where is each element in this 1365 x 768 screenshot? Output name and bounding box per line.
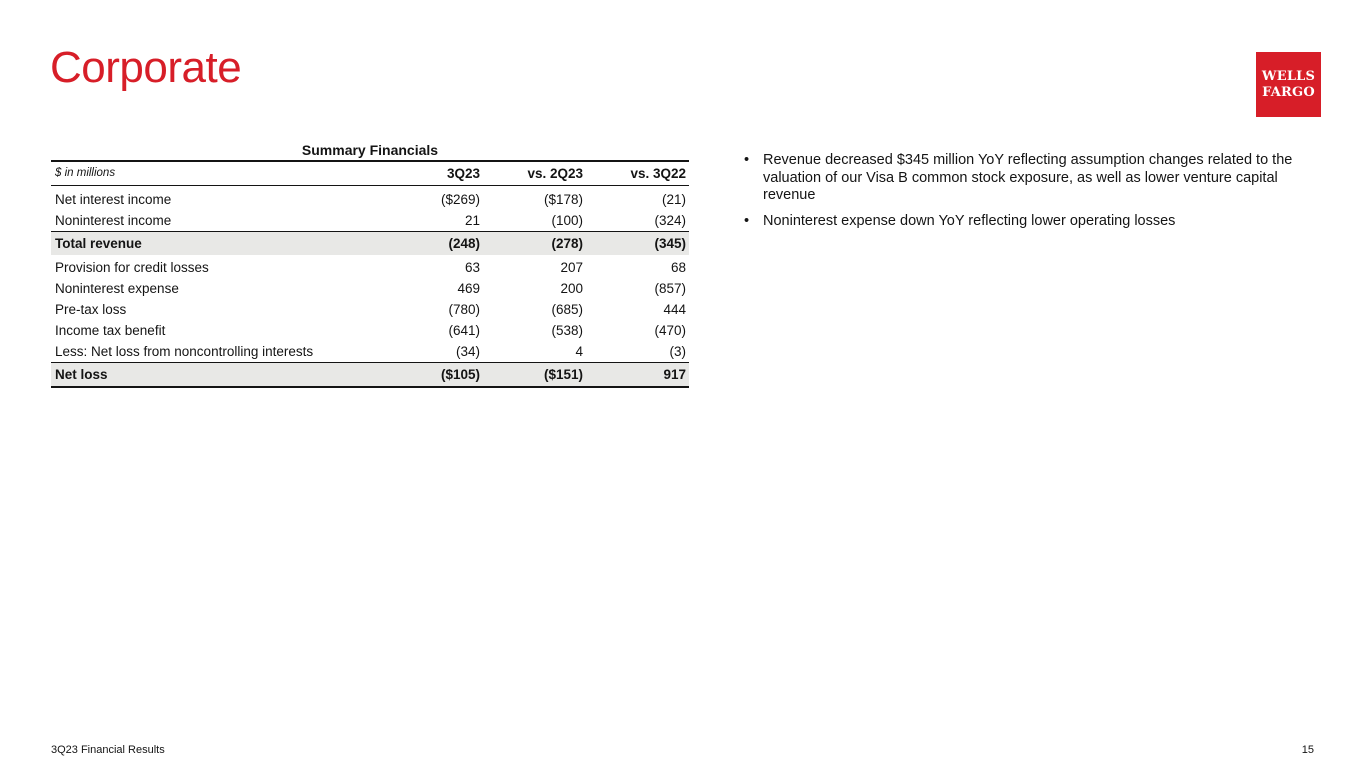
cell-value: 444 [663,302,686,317]
cell-value: (34) [455,344,480,359]
logo-line-2: FARGO [1262,84,1315,100]
cell-value: (857) [654,281,686,296]
row-label: Total revenue [51,232,387,256]
row-label: Provision for credit losses [55,260,209,275]
table-header-row [51,162,689,186]
cell-value: (780) [448,302,480,317]
cell-value: (685) [551,302,583,317]
cell-value: (641) [448,323,480,338]
column-header-vs-2q23: vs. 2Q23 [483,162,586,186]
bullet-marker: • [744,212,750,229]
bullet-item [744,152,1304,205]
cell-value: 469 [457,281,480,296]
cell-value: (100) [551,213,583,228]
row-label: Pre-tax loss [55,302,127,317]
table-row [51,278,689,299]
commentary-bullets [744,152,1304,238]
cell-value: (538) [551,323,583,338]
bullet-text: Revenue decreased $345 million YoY reflecting assumption changes related to the valuation of our Visa B common stock exposure, as well as lower venture capital revenue [763,152,1293,203]
table-row [51,299,689,320]
page-title: Corporate [50,43,242,92]
summary-financials-table [51,140,689,388]
footer-label: 3Q23 Financial Results [51,744,165,756]
cell-value: 21 [464,213,480,228]
row-label: Net interest income [55,192,172,207]
table-row [51,320,689,341]
cell-value: 917 [586,363,689,388]
cell-value: ($105) [387,363,483,388]
wells-fargo-logo [1256,52,1321,117]
cell-value: (278) [483,232,586,256]
logo-line-1: WELLS [1261,68,1316,84]
cell-value: 207 [560,260,583,275]
cell-value: (3) [669,344,686,359]
cell-value: 4 [575,344,583,359]
table-row-total-revenue [51,232,689,256]
table-row [51,210,689,232]
table-row [51,186,689,211]
row-label: Net loss [51,363,387,388]
column-header-3q23: 3Q23 [387,162,483,186]
bullet-item [744,213,1304,231]
cell-value: ($151) [483,363,586,388]
cell-value: (470) [654,323,686,338]
table-row-net-loss [51,363,689,388]
page-number: 15 [1301,744,1314,756]
table-row [51,341,689,363]
column-header-vs-3q22: vs. 3Q22 [586,162,689,186]
bullet-marker: • [744,152,750,168]
cell-value: ($269) [440,192,480,207]
row-label: Income tax benefit [55,323,166,338]
cell-value: (21) [661,192,686,207]
row-label: Noninterest income [55,213,172,228]
table-title: Summary Financials [51,140,689,162]
cell-value: (345) [586,232,689,256]
financials-grid [51,162,689,388]
row-label: Less: Net loss from noncontrolling interests [55,344,314,359]
cell-value: 63 [464,260,480,275]
bullet-text: Noninterest expense down YoY reflecting lower operating losses [763,212,1176,229]
cell-value: (248) [387,232,483,256]
unit-label: $ in millions [51,162,387,186]
table-row [51,255,689,278]
cell-value: ($178) [543,192,583,207]
row-label: Noninterest expense [55,281,179,296]
cell-value: 68 [670,260,686,275]
cell-value: (324) [654,213,686,228]
cell-value: 200 [560,281,583,296]
